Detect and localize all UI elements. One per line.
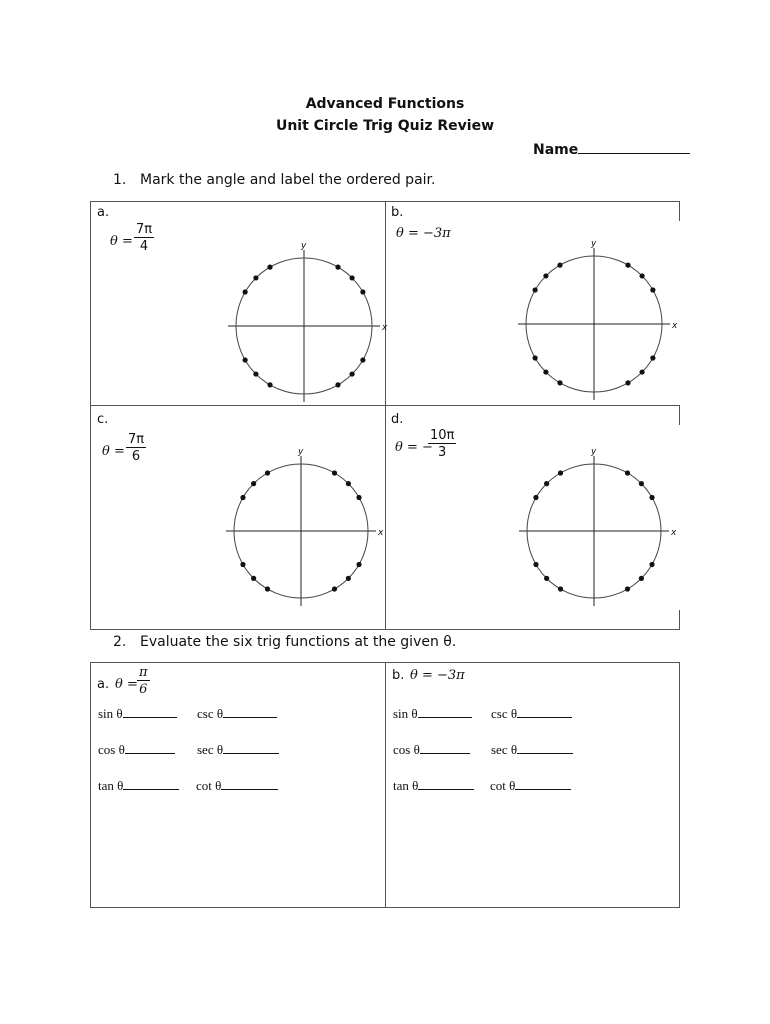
name-label: Name: [533, 142, 579, 158]
y-axis-label: y: [298, 447, 304, 457]
angle-point-225: [544, 576, 549, 581]
q2a-tan-field[interactable]: [98, 778, 179, 794]
document-subtitle: Unit Circle Trig Quiz Review: [275, 118, 495, 134]
q2b-cos-label: cos θ: [393, 742, 420, 757]
q2a-cos-label: cos θ: [98, 742, 125, 757]
q2a-csc-blank[interactable]: [223, 706, 277, 718]
q2a-sec-field[interactable]: [197, 742, 279, 758]
q1-part-a-numerator: 7π: [136, 222, 153, 237]
name-blank[interactable]: [578, 140, 690, 154]
unit-circle-c[interactable]: [224, 443, 394, 613]
angle-point-315: [346, 576, 351, 581]
q1-part-d-denominator: 3: [438, 445, 447, 460]
document-title: Advanced Functions: [305, 96, 465, 112]
q1-part-d-theta: θ = −: [395, 440, 433, 455]
angle-point-330: [649, 562, 654, 567]
q2a-cos-blank[interactable]: [125, 742, 175, 754]
q1-part-a-label: a.: [97, 205, 110, 220]
angle-point-225: [253, 371, 258, 376]
question-2-number: 2.: [113, 634, 127, 650]
angle-point-120: [265, 470, 270, 475]
question-2: [113, 634, 456, 650]
q2a-cot-label: cot θ: [196, 778, 222, 793]
q2a-sin-label: sin θ: [98, 706, 123, 721]
q2a-cos-field[interactable]: [98, 742, 175, 758]
angle-point-150: [533, 287, 538, 292]
y-axis-label: y: [591, 239, 597, 249]
q2-part-a-fraction: [137, 665, 150, 697]
question-2-text: Evaluate the six trig functions at the given θ.: [140, 634, 457, 650]
unit-circle-d[interactable]: [514, 443, 684, 613]
angle-point-210: [243, 357, 248, 362]
angle-point-60: [625, 263, 630, 268]
angle-point-300: [625, 380, 630, 385]
angle-point-150: [240, 495, 245, 500]
q1-grid-right-bottom: [679, 610, 680, 630]
angle-point-225: [251, 576, 256, 581]
unit-circle-b[interactable]: [514, 236, 684, 406]
angle-point-135: [251, 481, 256, 486]
q2b-tan-label: tan θ: [393, 778, 419, 793]
y-axis-label: y: [591, 447, 597, 457]
angle-point-45: [346, 481, 351, 486]
q2a-tan-label: tan θ: [98, 778, 124, 793]
q2a-sin-blank[interactable]: [123, 706, 177, 718]
q2b-sin-field[interactable]: [393, 706, 472, 722]
q2b-tan-blank[interactable]: [418, 778, 474, 790]
q1-part-c-label: c.: [97, 412, 109, 427]
question-1: [113, 172, 435, 188]
angle-point-135: [544, 481, 549, 486]
angle-point-150: [243, 289, 248, 294]
q1-grid-left: [90, 201, 91, 630]
q2-part-b-label: b.: [392, 668, 405, 683]
angle-point-60: [332, 470, 337, 475]
q2a-cot-blank[interactable]: [221, 778, 278, 790]
q2b-csc-field[interactable]: [491, 706, 572, 722]
angle-point-330: [360, 357, 365, 362]
y-axis-label: y: [301, 241, 307, 251]
q1-part-a-fraction: [134, 222, 154, 254]
angle-point-30: [356, 495, 361, 500]
q1-part-d-label: d.: [391, 412, 404, 427]
q2b-sec-blank[interactable]: [517, 742, 573, 754]
angle-point-60: [335, 265, 340, 270]
angle-point-330: [650, 355, 655, 360]
angle-point-300: [335, 382, 340, 387]
q1-part-c-denominator: 6: [131, 449, 141, 464]
x-axis-label: x: [382, 323, 388, 333]
question-1-number: 1.: [113, 172, 127, 188]
angle-point-315: [639, 369, 644, 374]
angle-point-30: [360, 289, 365, 294]
angle-point-225: [543, 369, 548, 374]
q1-grid-right-top: [679, 201, 680, 221]
q2b-tan-field[interactable]: [393, 778, 474, 794]
angle-point-210: [240, 562, 245, 567]
q2-grid-middle: [385, 662, 386, 908]
angle-point-120: [557, 263, 562, 268]
q2a-cot-field[interactable]: [196, 778, 278, 794]
x-axis-label: x: [672, 321, 678, 331]
q2b-cot-blank[interactable]: [515, 778, 571, 790]
q1-part-a-theta: θ =: [110, 234, 133, 249]
angle-point-330: [356, 562, 361, 567]
angle-point-30: [649, 495, 654, 500]
q2b-cos-field[interactable]: [393, 742, 470, 758]
angle-point-300: [625, 586, 630, 591]
q2b-cos-blank[interactable]: [420, 742, 470, 754]
angle-point-240: [265, 586, 270, 591]
q1-part-b-theta: θ = −3π: [396, 226, 451, 241]
angle-point-210: [533, 355, 538, 360]
unit-circle-a[interactable]: [228, 240, 388, 410]
q2b-sec-field[interactable]: [491, 742, 573, 758]
angle-point-45: [639, 481, 644, 486]
q1-part-c-fraction: [126, 432, 146, 464]
angle-point-150: [533, 495, 538, 500]
angle-point-315: [349, 371, 354, 376]
q1-part-d-fraction: [428, 428, 456, 460]
q2a-sec-blank[interactable]: [223, 742, 279, 754]
q2b-sin-blank[interactable]: [418, 706, 472, 718]
angle-point-30: [650, 287, 655, 292]
angle-point-210: [533, 562, 538, 567]
angle-point-135: [253, 275, 258, 280]
q2-part-a-numerator: π: [139, 665, 148, 680]
angle-point-240: [558, 586, 563, 591]
q1-part-a-denominator: 4: [139, 239, 149, 254]
q1-part-d-numerator: 10π: [430, 428, 455, 443]
q2-part-a-denominator: 6: [139, 682, 148, 697]
q2a-csc-field[interactable]: [197, 706, 277, 722]
q2b-cot-field[interactable]: [490, 778, 571, 794]
angle-point-240: [267, 382, 272, 387]
angle-point-300: [332, 586, 337, 591]
angle-point-120: [267, 265, 272, 270]
angle-point-45: [349, 275, 354, 280]
angle-point-120: [558, 470, 563, 475]
q2-part-b-theta: θ = −3π: [410, 668, 465, 683]
x-axis-label: x: [671, 528, 677, 538]
q2b-csc-blank[interactable]: [517, 706, 572, 718]
angle-point-315: [639, 576, 644, 581]
angle-point-240: [557, 380, 562, 385]
q1-grid-right-mid: [679, 405, 680, 425]
q1-part-b-label: b.: [391, 205, 404, 220]
angle-point-135: [543, 273, 548, 278]
question-1-text: Mark the angle and label the ordered pair.: [140, 172, 436, 188]
q1-part-c-numerator: 7π: [128, 432, 145, 447]
q2b-cot-label: cot θ: [490, 778, 516, 793]
q1-grid-bottom: [90, 629, 680, 630]
x-axis-label: x: [378, 528, 384, 538]
angle-point-60: [625, 470, 630, 475]
q2a-sin-field[interactable]: [98, 706, 177, 722]
q1-part-c-theta: θ =: [102, 444, 125, 459]
q2a-csc-label: csc θ: [197, 706, 224, 721]
q2-part-a-theta: θ =: [115, 677, 138, 692]
q2-part-a-label: a.: [97, 677, 110, 692]
q2b-sin-label: sin θ: [393, 706, 418, 721]
angle-point-45: [639, 273, 644, 278]
q2a-tan-blank[interactable]: [123, 778, 179, 790]
q2a-sec-label: sec θ: [197, 742, 224, 757]
q2b-csc-label: csc θ: [491, 706, 518, 721]
q2b-sec-label: sec θ: [491, 742, 518, 757]
name-field[interactable]: [533, 140, 690, 158]
